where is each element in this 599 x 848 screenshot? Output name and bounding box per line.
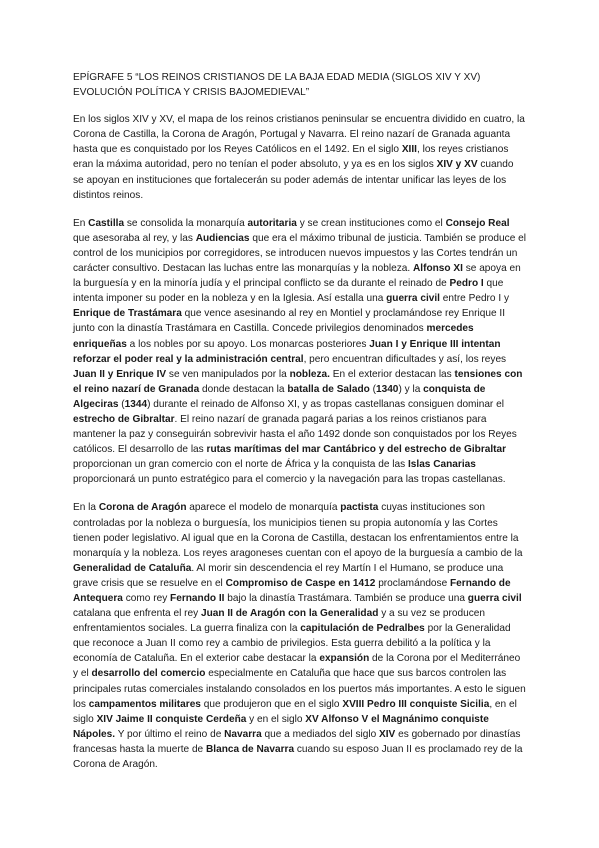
text-run: se ven manipulados por la	[166, 368, 290, 380]
text-run: se apoya en la burguesía y en la minoría judía y el principal conflicto se da durante el reinado de	[73, 263, 521, 290]
text-run: bajo la dinastía Trastámara. También se produce una	[224, 593, 468, 604]
text-run: y a su vez se producen enfrentamientos sociales. La guerra finaliza con la	[73, 608, 485, 635]
text-run: como rey	[122, 593, 171, 604]
text-run: proclamándose	[375, 577, 451, 589]
text-run: , en el siglo	[73, 698, 517, 725]
text-run: es gobernado por dinastías francesas hasta la muerte de	[73, 728, 521, 755]
text-run: a los nobles por su apoyo. Los monarcas posteriores	[126, 338, 370, 350]
text-run: que intenta imponer su poder en la nobleza y en la Iglesia. Así estalla una	[73, 278, 504, 305]
bold-text: XIV	[379, 728, 396, 740]
bold-text: pactista	[340, 502, 379, 514]
text-run: (	[369, 383, 376, 395]
bold-text: Alfonso XI	[413, 263, 463, 275]
text-run: , pero encuentran dificultades y así, los reyes	[303, 353, 507, 365]
bold-text: Pedro I	[449, 278, 484, 290]
bold-text: mercedes enriqueñas	[73, 323, 474, 350]
bold-text: XV Alfonso V el Magnánimo conquiste Nápoles.	[73, 713, 489, 740]
text-run: que era el máximo tribunal de justicia. También se produce el control de los municipios por corregidores, se introducen nuevos impuestos y las Cortes tendrán un carácter consultivo. Destacan las luchas entre las monarquías y la nobleza.	[73, 232, 526, 275]
text-run: que asesoraba al rey, y las	[73, 232, 196, 244]
text-run: ) durante el reinado de Alfonso XI, y as tropas castellanas consiguen dominar el	[147, 398, 504, 410]
text-run: En la	[73, 502, 99, 514]
text-run: En	[73, 217, 89, 229]
bold-text: 1340	[375, 383, 399, 395]
text-run: . Al morir sin descendencia el rey Martín I el Humano, se produce una grave crisis que se resuelve en el	[73, 562, 504, 589]
bold-text: Juan I y Enrique III intentan reforzar el poder real y la administración central	[73, 338, 501, 365]
bold-text: Blanca de Navarra	[205, 743, 295, 755]
bold-text: XIII	[401, 144, 417, 156]
bold-text: Generalidad de Cataluña	[73, 562, 192, 574]
text-run: . El reino nazarí de granada pagará parias a los reinos cristianos para mantener la paz y conseguirán sobrevivir hasta el año 1492 donde son conquistados por los Reyes católicos. El desarrollo de las	[73, 413, 517, 456]
bold-text: campamentos militares	[88, 698, 201, 710]
bold-text: XVIII Pedro III conquiste Sicilia	[342, 698, 490, 710]
bold-text: autoritaria	[247, 217, 297, 229]
bold-text: rutas marítimas del mar Cantábrico y del estrecho de Gibraltar	[206, 444, 507, 456]
text-run: cuyas instituciones son controladas por la nobleza o burguesía, los municipios tienen su propia autonomía y las Cortes tienen poder legislativo. Al igual que en la Corona de Castilla, destacan los enfrentamientos entre la monarquía y la nobleza. Los reyes aragoneses cuentan con el apoyo de la burguesía a cambio de la	[73, 502, 523, 559]
text-run: y en el siglo	[246, 713, 306, 725]
text-run: , los reyes cristianos eran la máxima autoridad, pero no tenían el poder absoluto, y ya es en los siglos	[73, 144, 509, 171]
text-run: que vence asesinando al rey en Montiel y proclamándose rey Enrique II junto con la dinastía Trastámara en Castilla. Concede privilegios denominados	[73, 308, 506, 335]
text-run: por la Generalidad que reconoce a Juan II como rey a cambio de privilegios. Esta guerra debilitó a la política y la economía de Cataluña. En el exterior cabe destacar la	[73, 623, 511, 665]
text-run: catalana que enfrenta el rey	[73, 608, 201, 620]
bold-text: Islas Canarias	[407, 459, 476, 471]
bold-text: XIV Jaime II conquiste Cerdeña	[96, 713, 247, 725]
text-run: especialmente en Cataluña que hace que sus barcos controlen las principales rutas comerciales instalando consolados en los puertos más importantes. A esto le siguen los	[73, 668, 526, 710]
bold-text: 1344	[124, 398, 148, 410]
bold-text: desarrollo del comercio	[91, 668, 206, 680]
bold-text: expansión	[319, 653, 370, 665]
bold-text: Juan II y Enrique IV	[73, 368, 167, 380]
text-run: que a mediados del siglo	[261, 728, 380, 740]
paragraph	[73, 216, 526, 488]
text-run: que produjeron que en el siglo	[200, 698, 343, 710]
text-run: se consolida la monarquía	[124, 217, 248, 229]
bold-text: XIV y XV	[436, 159, 478, 171]
bold-text: Fernando II	[170, 593, 225, 604]
bold-text: Fernando de Antequera	[73, 577, 511, 604]
text-run: y se crean instituciones como el	[296, 217, 446, 229]
text-run: proporcionan un gran comercio con el norte de África y la conquista de las	[73, 459, 408, 471]
bold-text: Castilla	[88, 217, 125, 229]
document-page	[73, 70, 526, 785]
bold-text: estrecho de Gibraltar	[73, 413, 175, 425]
bold-text: guerra civil	[386, 293, 440, 305]
bold-text: batalla de Salado	[287, 383, 370, 395]
text-run: cuando se apoyan en instituciones que fortalecerán su poder además de intentar unificar las leyes de los distintos reinos.	[73, 159, 514, 201]
text-run: En el exterior destacan las	[329, 368, 455, 380]
bold-text: nobleza.	[289, 368, 330, 380]
text-run: ) y la	[398, 383, 424, 395]
text-run: En los siglos XIV y XV, el mapa de los reinos cristianos peninsular se encuentra dividido en cuatro, la Corona de Castilla, la Corona de Aragón, Portugal y Navarra. El reino nazarí de Granada aguanta hasta que es conquistado por los Reyes Católicos en el 1492. En el siglo	[73, 114, 525, 156]
bold-text: conquista de Algeciras	[73, 383, 486, 410]
text-run: de la Corona por el Mediterráneo y el	[73, 653, 521, 680]
bold-text: capitulación de Pedralbes	[300, 623, 425, 635]
text-run: donde destacan la	[199, 383, 288, 395]
text-run: Y por último el reino de	[115, 728, 225, 740]
bold-text: Navarra	[224, 728, 262, 740]
bold-text: guerra civil	[467, 593, 522, 604]
paragraph	[73, 500, 526, 772]
text-run: proporcionará un punto estratégico para el comercio y la navegación para las tropas castellanas.	[73, 474, 506, 486]
document-title: EPÍGRAFE 5 “LOS REINOS CRISTIANOS DE LA BAJA EDAD MEDIA (SIGLOS XIV Y XV) EVOLUCIÓN POLÍTICA Y CRISIS BAJOMEDIEVAL”	[73, 72, 481, 99]
text-run: (	[118, 398, 125, 410]
bold-text: Consejo Real	[445, 217, 510, 229]
text-run: aparece el modelo de monarquía	[186, 502, 341, 514]
bold-text: Juan II de Aragón con la Generalidad	[200, 608, 379, 620]
bold-text: tensiones con el reino nazarí de Granada	[73, 368, 523, 395]
bold-text: Corona de Aragón	[98, 502, 187, 514]
document-body	[73, 112, 526, 772]
text-run: cuando su esposo Juan II es proclamado rey de la Corona de Aragón.	[73, 743, 523, 771]
text-run: entre Pedro I y	[439, 293, 509, 305]
paragraph	[73, 112, 526, 203]
bold-text: Audiencias	[195, 232, 250, 244]
bold-text: Enrique de Trastámara	[73, 308, 182, 320]
bold-text: Compromiso de Caspe en 1412	[225, 577, 376, 589]
